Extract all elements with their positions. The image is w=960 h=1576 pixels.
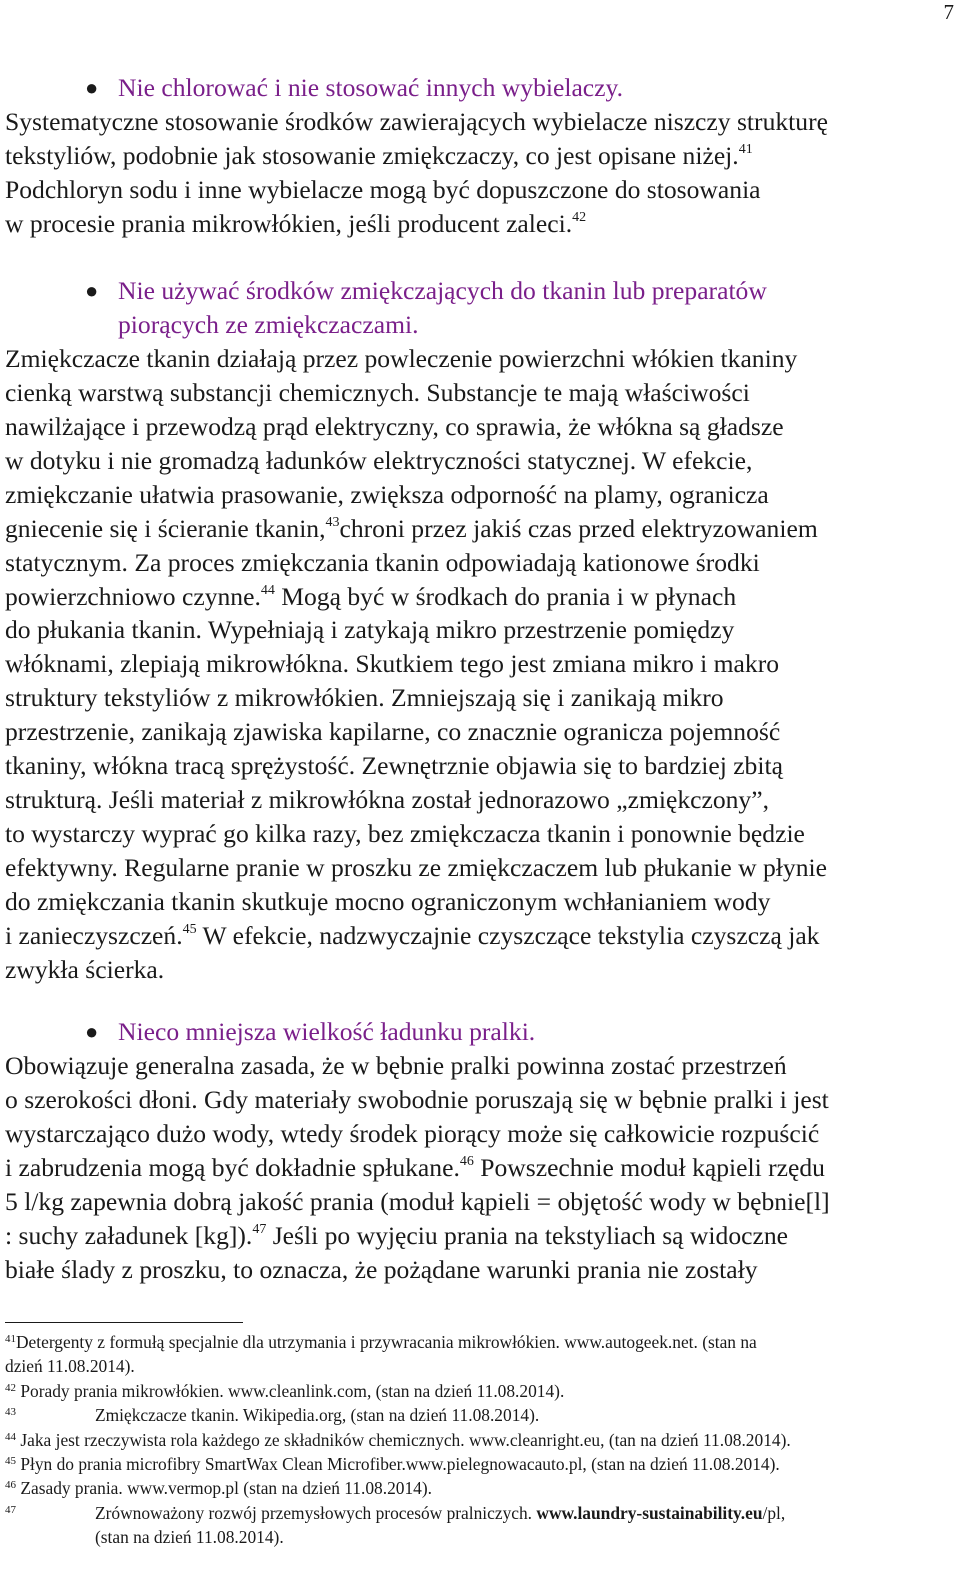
footnote-42: $^{42}$ Porady prania mikrowłókien. www.cleanlink.com, (stan na dzień 11.08.2014). bbox=[5, 1380, 565, 1401]
footnote-41: $^{41}$Detergenty z formułą specjalnie dla utrzymania i przywracania mikrowłókien. www.autogeek.net. (stan na bbox=[5, 1332, 757, 1352]
body-line: struktury tekstyliów z mikrowłókien. Zmniejszają się i zanikają mikro bbox=[5, 683, 724, 713]
bullet-icon: ● bbox=[85, 75, 99, 100]
body-line: 5 l/kg zapewnia dobrą jakość prania (moduł kąpieli = objętość wody w bębnie[l] bbox=[5, 1186, 830, 1216]
heading-text: Nie chlorować i nie stosować innych wybielaczy. bbox=[118, 73, 624, 102]
footnote-ref[interactable]: 45 bbox=[182, 921, 197, 937]
footnote-47-continued: (stan na dzień 11.08.2014). bbox=[95, 1527, 284, 1548]
footnote-46: $^{46}$ Zasady prania. www.vermop.pl (stan na dzień 11.08.2014). bbox=[5, 1478, 432, 1499]
body-line: w procesie prania mikrowłókien, jeśli producent zaleci.$^{42}$ bbox=[5, 208, 587, 238]
body-line: strukturą. Jeśli materiał z mikrowłókna został jednorazowo „zmiękczony”, bbox=[5, 785, 769, 815]
body-line: o szerokości dłoni. Gdy materiały swobodnie poruszają się w bębnie pralki i jest bbox=[5, 1085, 829, 1115]
footnote-ref[interactable]: 43 bbox=[325, 514, 340, 530]
footnote-ref[interactable]: 42 bbox=[572, 209, 587, 225]
body-line: i zabrudzenia mogą być dokładnie spłukane.$^{46}$ Powszechnie moduł kąpieli rzędu bbox=[5, 1153, 825, 1183]
body-line: Zmiękczacze tkanin działają przez powleczenie powierzchni włókien tkaniny bbox=[5, 344, 798, 374]
footnote-ref[interactable]: 46 bbox=[459, 1154, 474, 1170]
body-line: tekstyliów, podobnie jak stosowanie zmiękczaczy, co jest opisane niżej.$^{41}$ bbox=[5, 140, 753, 170]
main-text bbox=[5, 71, 955, 1287]
body-line: w dotyku i nie gromadzą ładunków elektryczności statycznej. W efekcie, bbox=[5, 445, 753, 475]
bullet-heading-continued: piorących ze zmiękczaczami. bbox=[118, 310, 419, 340]
footnote-ref[interactable]: 44 bbox=[260, 582, 275, 598]
footnote-43: $^{43}$ Zmiękczacze tkanin. Wikipedia.org, (stan na dzień 11.08.2014). bbox=[5, 1405, 540, 1426]
body-line: efektywny. Regularne pranie w proszku ze zmiękczaczem lub płukanie w płynie bbox=[5, 852, 827, 882]
body-line: białe ślady z proszku, to oznacza, że pożądane warunki prania nie zostały bbox=[5, 1254, 758, 1284]
body-line: powierzchniowo czynne.$^{44}$ Mogą być w środkach do prania i w płynach bbox=[5, 581, 737, 611]
body-line: Obowiązuje generalna zasada, że w bębnie pralki powinna zostać przestrzeń bbox=[5, 1051, 787, 1081]
body-line: Podchloryn sodu i inne wybielacze mogą być dopuszczone do stosowania bbox=[5, 174, 761, 204]
body-line: to wystarczy wyprać go kilka razy, bez zmiękczacza tkanin i ponownie będzie bbox=[5, 818, 805, 848]
page-number: 7 bbox=[943, 0, 954, 24]
footnote-41-continued: dzień 11.08.2014). bbox=[5, 1356, 135, 1377]
body-line: gniecenie się i ścieranie tkanin,$^{43}$chroni przez jakiś czas przed elektryzowaniem bbox=[5, 513, 818, 543]
bullet-heading-load-size: ● Nieco mniejsza wielkość ładunku pralki. bbox=[5, 1015, 955, 1049]
footnotes bbox=[5, 1330, 955, 1550]
body-line: cienką warstwą substancji chemicznych. Substancje te mają właściwości bbox=[5, 378, 750, 408]
body-line: : suchy załadunek [kg]).$^{47}$ Jeśli po wyjęciu prania na tekstyliach są widoczne bbox=[5, 1220, 788, 1250]
body-line: włóknami, zlepiają mikrowłókna. Skutkiem tego jest zmiana mikro i makro bbox=[5, 649, 780, 679]
bullet-icon: ● bbox=[85, 278, 99, 304]
body-line: Systematyczne stosowanie środków zawierających wybielacze niszczy strukturę bbox=[5, 106, 828, 136]
footnote-separator bbox=[5, 1322, 243, 1323]
footnote-ref[interactable]: 47 bbox=[252, 1221, 267, 1237]
body-line: zwykła ścierka. bbox=[5, 954, 165, 984]
footnote-47: $^{47}$ Zrównoważony rozwój przemysłowych procesów pralniczych. www.laundry-sustainability.eu/pl, bbox=[5, 1502, 786, 1523]
bullet-heading-no-softener: ● Nie używać środków zmiękczających do tkanin lub preparatów bbox=[5, 274, 955, 308]
footnote-44: $^{44}$ Jaka jest rzeczywista rola każdego ze składników chemicznych. www.cleanright.eu, (tan na dzień 11.08.2014). bbox=[5, 1429, 791, 1450]
body-line: do zmiękczania tkanin skutkuje mocno ograniczonym wchłanianiem wody bbox=[5, 886, 771, 916]
body-line: wystarczająco dużo wody, wtedy środek piorący może się całkowicie rozpuścić bbox=[5, 1119, 820, 1149]
body-line: przestrzenie, zanikają zjawiska kapilarne, co znacznie ogranicza pojemność bbox=[5, 717, 781, 747]
bullet-heading-no-chlorine bbox=[5, 71, 955, 105]
body-line: statycznym. Za proces zmiękczania tkanin odpowiadają kationowe środki bbox=[5, 547, 760, 577]
body-line: tkaniny, włókna tracą sprężystość. Zewnętrznie objawia się to bardziej zbitą bbox=[5, 751, 783, 781]
footnote-ref[interactable]: 41 bbox=[738, 141, 753, 157]
body-line: do płukania tkanin. Wypełniają i zatykają mikro przestrzenie pomiędzy bbox=[5, 615, 735, 645]
body-line: i zanieczyszczeń.$^{45}$ W efekcie, nadzwyczajnie czyszczące tekstylia czyszczą jak bbox=[5, 920, 820, 950]
body-line: zmiękczanie ułatwia prasowanie, zwiększa odporność na plamy, ogranicza bbox=[5, 479, 769, 509]
footnote-45: $^{45}$ Płyn do prania microfibry SmartWax Clean Microfiber.www.pielegnowacauto.pl, (stan na dzień 11.08.2014). bbox=[5, 1454, 780, 1475]
footnote-link[interactable]: www.laundry-sustainability.eu bbox=[536, 1502, 763, 1523]
bullet-icon: ● bbox=[85, 1019, 99, 1045]
body-line: nawilżające i przewodzą prąd elektryczny, co sprawia, że włókna są gładsze bbox=[5, 412, 784, 442]
